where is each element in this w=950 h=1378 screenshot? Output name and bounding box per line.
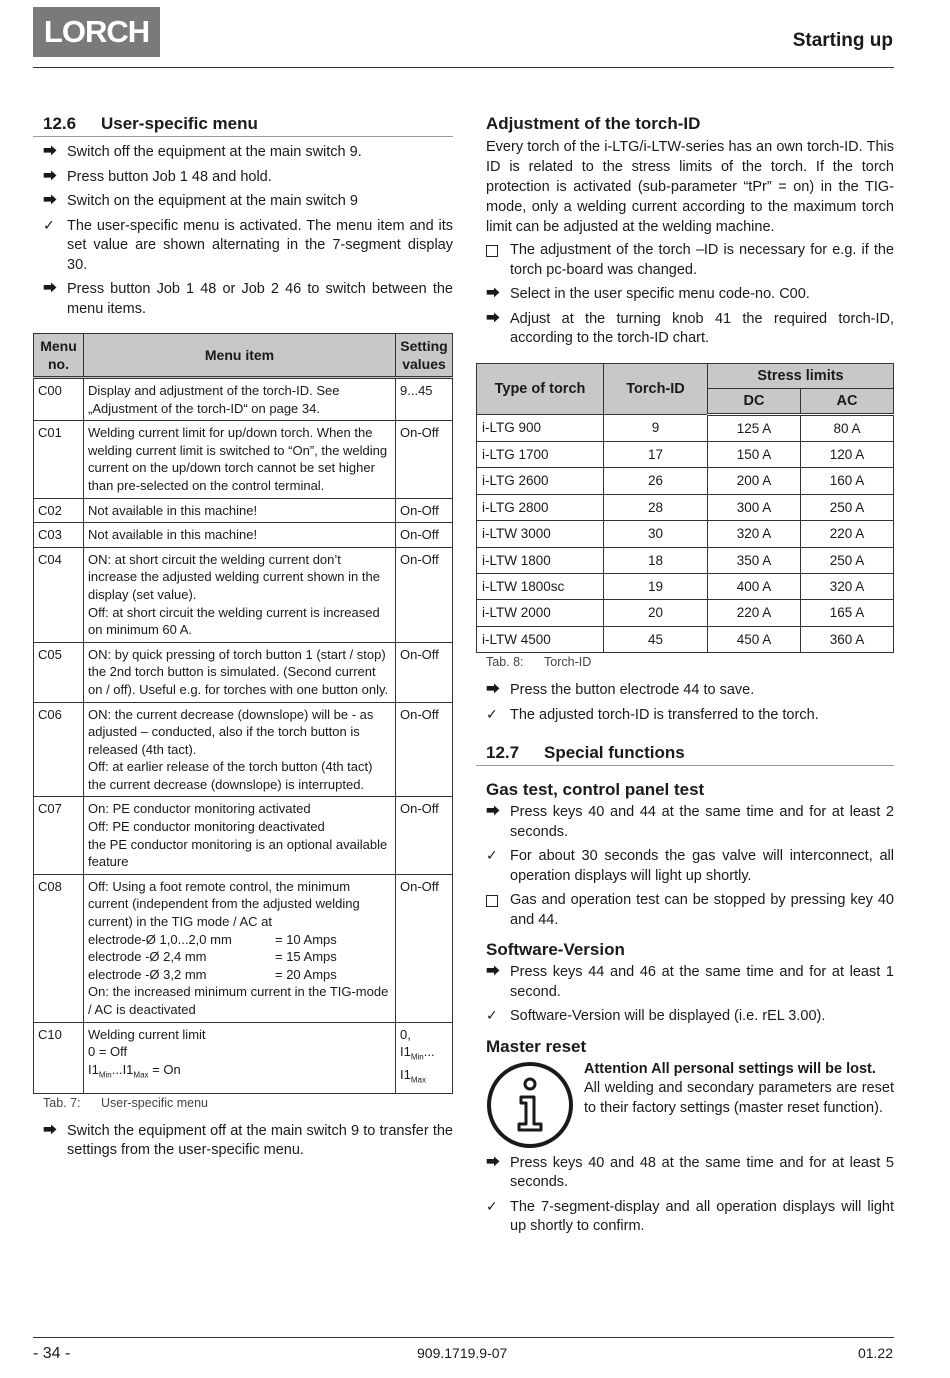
master-reset-body: All welding and secondary parameters are reset to their factory settings (master reset function).	[584, 1080, 894, 1116]
torch-dc-cell: 150 A	[708, 441, 801, 467]
user-menu-table	[33, 333, 453, 1094]
torch-id-table	[476, 363, 894, 654]
torch-id-cell: 19	[604, 573, 708, 599]
step-item	[486, 891, 894, 930]
section-number: 12.7	[486, 743, 520, 763]
step-item	[43, 168, 453, 188]
torch-type-cell: i-LTG 1700	[477, 441, 604, 467]
table-row	[477, 573, 894, 599]
step-text: Switch the equipment off at the main switch 9 to transfer the settings from the user-specific menu.	[67, 1122, 453, 1159]
c08-electrode-line: electrode -Ø 2,4 mm = 15 Amps	[88, 949, 337, 965]
footer-divider	[33, 1337, 894, 1338]
setting-value-cell: On-Off	[396, 874, 453, 1022]
step-list	[43, 143, 453, 319]
menu-no-cell: C02	[34, 498, 84, 523]
header-menu-item: Menu item	[84, 334, 396, 378]
menu-item-cell	[84, 874, 396, 1022]
section-heading-12-6	[33, 114, 453, 137]
step-item	[43, 1122, 453, 1161]
c08-outro: On: the increased minimum current in the TIG-mode / AC is deactivated	[88, 984, 389, 1017]
step-text: Adjust at the turning knob 41 the required torch-ID, according to the torch-ID chart.	[510, 310, 894, 346]
menu-no-cell: C03	[34, 523, 84, 548]
header-title: Starting up	[792, 30, 893, 51]
step-item	[486, 803, 894, 842]
table-row	[477, 414, 894, 441]
c08-lines	[88, 931, 391, 984]
header-dc: DC	[708, 388, 801, 414]
step-item	[486, 310, 894, 349]
step-text: Select in the user specific menu code-no. C00.	[510, 286, 810, 302]
torch-type-cell: i-LTW 4500	[477, 626, 604, 652]
table-header-row	[34, 334, 453, 378]
arrow-right-icon: ⮕	[486, 682, 500, 699]
torch-dc-cell: 200 A	[708, 468, 801, 494]
right-column	[476, 114, 894, 1242]
header-type: Type of torch	[477, 363, 604, 414]
checkbox-square-icon	[486, 891, 506, 914]
document-number: 909.1719.9-07	[417, 1345, 508, 1361]
table-caption: Tab. 7: User-specific menu	[43, 1095, 208, 1110]
c10-line3: $I1_{Min}...I1_{Max} = On$	[88, 1061, 181, 1080]
step-text: The user-specific menu is activated. The menu item and its set value are shown alternating in the 7-segment display 30.	[67, 217, 453, 273]
step-item	[486, 1007, 894, 1027]
torch-id-cell: 28	[604, 494, 708, 520]
c10-line2: 0 = Off	[88, 1044, 128, 1060]
table-caption: Tab. 8: Torch-ID	[486, 655, 592, 670]
software-version-heading: Software-Version	[486, 940, 625, 960]
table-row	[34, 702, 453, 797]
torch-id-cell: 20	[604, 600, 708, 626]
arrow-right-icon: ⮕	[486, 804, 500, 821]
torch-id-cell: 18	[604, 547, 708, 573]
menu-item-cell: Welding current limit for up/down torch. When the welding current limit is switched to “On”, the welding current on the up/down torch cannot be set higher than pre-selected on the control terminal.	[84, 421, 396, 498]
step-text: Press the button electrode 44 to save.	[510, 682, 755, 699]
torch-id-heading: Adjustment of the torch-ID	[486, 114, 701, 133]
table-row	[477, 600, 894, 626]
torch-ac-cell: 160 A	[801, 468, 894, 494]
arrow-right-icon: ⮕	[43, 1122, 57, 1139]
torch-ac-cell: 220 A	[801, 521, 894, 547]
section-heading-12-7	[476, 743, 894, 766]
section-number: 12.6	[43, 114, 77, 133]
step-item	[486, 963, 894, 1002]
step-text: Press button Job 1 48 and hold.	[67, 168, 272, 185]
setting-value-cell: On-Off	[396, 702, 453, 797]
torch-dc-cell: 220 A	[708, 600, 801, 626]
torch-id-intro: Every torch of the i-LTG/i-LTW-series has an own torch-ID. This ID is related to the stress limits of the torch. If the torch protection is activated (sub-parameter “tPr” = on) in the TIG-mode, only a welding current according to the maximum torch limit can be adjusted at the welding machine.	[486, 139, 894, 235]
menu-no-cell: C10	[34, 1022, 84, 1093]
step-item	[486, 1198, 894, 1237]
setting-value-cell: 0, $I1_{Min}$... $I1_{Max}$	[396, 1022, 453, 1093]
menu-no-cell: C05	[34, 642, 84, 702]
torch-dc-cell: 350 A	[708, 547, 801, 573]
torch-type-cell: i-LTW 3000	[477, 521, 604, 547]
step-item	[486, 681, 894, 701]
step-item	[486, 1154, 894, 1193]
arrow-right-icon: ⮕	[486, 1154, 500, 1171]
step-text: Press keys 40 and 48 at the same time and for at least 5 seconds.	[510, 1154, 894, 1191]
table-row	[34, 797, 453, 874]
torch-id-cell: 17	[604, 441, 708, 467]
table-row	[477, 547, 894, 573]
menu-no-cell: C00	[34, 378, 84, 421]
checkmark-icon: ✓	[486, 848, 498, 865]
table-row	[34, 547, 453, 642]
setting-value-cell: On-Off	[396, 642, 453, 702]
step-item	[486, 847, 894, 886]
table-row-c08	[34, 874, 453, 1022]
c08-electrode-line: electrode-Ø 1,0...2,0 mm = 10 Amps	[88, 931, 337, 947]
left-column	[33, 114, 453, 1166]
torch-ac-cell: 165 A	[801, 600, 894, 626]
header-setting-values: Setting values	[396, 334, 453, 378]
step-text: The adjusted torch-ID is transferred to the torch.	[510, 706, 819, 723]
checkmark-icon: ✓	[486, 706, 498, 723]
arrow-right-icon: ⮕	[43, 281, 57, 297]
master-reset-notice	[486, 1060, 894, 1150]
arrow-right-icon: ⮕	[43, 193, 57, 209]
torch-type-cell: i-LTG 2600	[477, 468, 604, 494]
torch-id-cell: 45	[604, 626, 708, 652]
master-step-list	[486, 1154, 894, 1237]
step-text: Gas and operation test can be stopped by pressing key 40 and 44.	[510, 892, 894, 928]
step-item	[43, 143, 453, 163]
step-text: For about 30 seconds the gas valve will interconnect, all operation displays will light up shortly.	[510, 848, 894, 884]
step-item	[43, 280, 453, 319]
gas-test-heading: Gas test, control panel test	[486, 780, 705, 800]
table-row	[477, 626, 894, 652]
menu-item-cell: ON: by quick pressing of torch button 1 (start / stop) the 2nd torch button is simulated. (Second current on / off). Useful e.g. for torches with one button only.	[84, 642, 396, 702]
torch-ac-cell: 320 A	[801, 573, 894, 599]
torch-type-cell: i-LTW 1800	[477, 547, 604, 573]
step-text: Software-Version will be displayed (i.e. rEL 3.00).	[510, 1008, 826, 1025]
c08-intro: Off: Using a foot remote control, the minimum current (independent from the adjusted welding current) in the TIG mode / AC at	[88, 878, 360, 930]
menu-item-cell: Not available in this machine!	[84, 498, 396, 523]
torch-type-cell: i-LTG 900	[477, 414, 604, 441]
info-icon	[486, 1060, 574, 1150]
menu-no-cell: C04	[34, 547, 84, 642]
torch-ac-cell: 360 A	[801, 626, 894, 652]
table-row	[477, 468, 894, 494]
step-item	[43, 192, 453, 212]
setting-value-cell: On-Off	[396, 523, 453, 548]
menu-no-cell: C07	[34, 797, 84, 874]
after-step-list	[43, 1122, 453, 1161]
arrow-right-icon: ⮕	[486, 310, 500, 327]
header-ac: AC	[801, 388, 894, 414]
document-date: 01.22	[857, 1345, 893, 1361]
checkmark-icon: ✓	[486, 1198, 498, 1215]
torch-ac-cell: 80 A	[801, 414, 894, 441]
step-item	[486, 285, 894, 305]
header-divider	[33, 67, 894, 68]
step-item	[43, 217, 453, 276]
step-text: Switch on the equipment at the main switch 9	[67, 193, 358, 209]
table-header-row	[477, 363, 894, 388]
step-text: The adjustment of the torch –ID is necessary for e.g. if the torch pc-board was changed.	[510, 242, 894, 278]
table-row	[477, 521, 894, 547]
torch-type-cell: i-LTG 2800	[477, 494, 604, 520]
torch-dc-cell: 125 A	[708, 414, 801, 441]
torch-type-cell: i-LTW 1800sc	[477, 573, 604, 599]
table-row	[34, 642, 453, 702]
header-menu-no: Menu no.	[34, 334, 84, 378]
menu-no-cell: C08	[34, 874, 84, 1022]
torch-ac-cell: 120 A	[801, 441, 894, 467]
torch-dc-cell: 400 A	[708, 573, 801, 599]
master-reset-attention: Attention All personal settings will be lost.	[584, 1060, 876, 1077]
torch-type-cell: i-LTW 2000	[477, 600, 604, 626]
arrow-right-icon: ⮕	[43, 168, 57, 185]
torch-step-list	[486, 241, 894, 349]
header-torch-id: Torch-ID	[604, 363, 708, 414]
step-text: Press keys 40 and 44 at the same time and for at least 2 seconds.	[510, 804, 894, 840]
checkbox-square-icon	[486, 241, 506, 264]
table-row	[34, 421, 453, 498]
section-title: User-specific menu	[101, 114, 258, 133]
torch-ac-cell: 250 A	[801, 494, 894, 520]
torch-dc-cell: 320 A	[708, 521, 801, 547]
torch-id-cell: 9	[604, 414, 708, 441]
arrow-right-icon: ⮕	[486, 286, 500, 302]
torch-after-step-list	[486, 681, 894, 725]
page-number: - 34 -	[33, 1345, 71, 1362]
section-title: Special functions	[544, 743, 685, 763]
arrow-right-icon: ⮕	[43, 144, 57, 160]
menu-no-cell: C06	[34, 702, 84, 797]
table-row	[477, 494, 894, 520]
step-text: Switch off the equipment at the main switch 9.	[67, 144, 362, 160]
setting-value-cell: 9...45	[396, 378, 453, 421]
menu-item-cell: Display and adjustment of the torch-ID. See „Adjustment of the torch-ID“ on page 34.	[84, 378, 396, 421]
checkmark-icon: ✓	[43, 217, 55, 234]
menu-item-cell: Not available in this machine!	[84, 523, 396, 548]
table-row	[34, 523, 453, 548]
torch-ac-cell: 250 A	[801, 547, 894, 573]
setting-value-cell: On-Off	[396, 421, 453, 498]
c08-electrode-line: electrode -Ø 3,2 mm = 20 Amps	[88, 966, 337, 982]
lorch-logo: LORCH	[33, 7, 160, 57]
setting-value-cell: On-Off	[396, 547, 453, 642]
step-text: Press keys 44 and 46 at the same time and for at least 1 second.	[510, 964, 894, 1000]
step-text: The 7-segment-display and all operation displays will light up shortly to confirm.	[510, 1198, 894, 1235]
table-row	[34, 498, 453, 523]
gas-step-list	[486, 803, 894, 930]
menu-no-cell: C01	[34, 421, 84, 498]
setting-value-cell: On-Off	[396, 498, 453, 523]
header-stress-limits: Stress limits	[708, 363, 894, 388]
torch-dc-cell: 300 A	[708, 494, 801, 520]
torch-id-cell: 26	[604, 468, 708, 494]
menu-item-cell: On: PE conductor monitoring activated Off: PE conductor monitoring deactivated the PE conductor monitoring is an optional available feature	[84, 797, 396, 874]
menu-item-cell: ON: the current decrease (downslope) will be - as adjusted – conducted, also if the torch button is released (4th tact). Off: at earlier release of the torch button (4th tact) the current decrease (downslope) is interrupted.	[84, 702, 396, 797]
c10-line1: Welding current limit	[88, 1026, 206, 1042]
master-reset-heading: Master reset	[486, 1036, 587, 1056]
step-text: Press button Job 1 48 or Job 2 46 to switch between the menu items.	[67, 281, 453, 317]
torch-dc-cell: 450 A	[708, 626, 801, 652]
table-row	[34, 378, 453, 421]
torch-id-cell: 30	[604, 521, 708, 547]
arrow-right-icon: ⮕	[486, 964, 500, 981]
step-item	[486, 706, 894, 726]
setting-value-cell: On-Off	[396, 797, 453, 874]
table-row	[477, 441, 894, 467]
table-row-c10	[34, 1022, 453, 1093]
menu-item-cell	[84, 1022, 396, 1093]
step-item	[486, 241, 894, 280]
menu-item-cell: ON: at short circuit the welding current don’t increase the adjusted welding current shown in the display (set value). Off: at short circuit the welding current is increased on minimum 60 A.	[84, 547, 396, 642]
checkmark-icon: ✓	[486, 1008, 498, 1025]
software-step-list	[486, 963, 894, 1027]
